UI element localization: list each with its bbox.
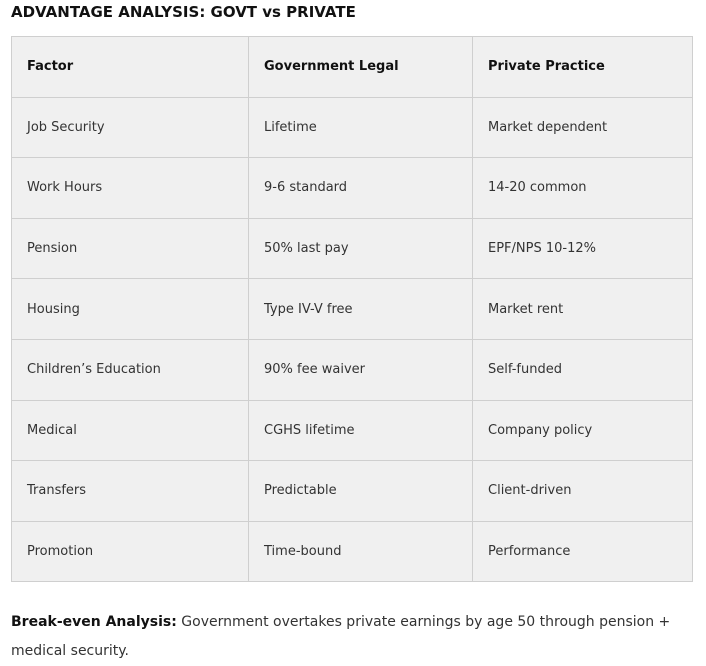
factor-cell: Job Security	[12, 97, 249, 158]
table-header-row	[12, 37, 693, 98]
factor-cell: Children’s Education	[12, 339, 249, 400]
private-cell: EPF/NPS 10-12%	[473, 218, 693, 279]
government-cell: Lifetime	[249, 97, 473, 158]
table-row	[12, 279, 693, 340]
factor-cell: Work Hours	[12, 158, 249, 219]
table-row	[12, 158, 693, 219]
column-header-private-practice: Private Practice	[473, 37, 693, 98]
factor-cell: Medical	[12, 400, 249, 461]
government-cell: 90% fee waiver	[249, 339, 473, 400]
column-header-factor: Factor	[12, 37, 249, 98]
government-cell: 9-6 standard	[249, 158, 473, 219]
private-cell: Performance	[473, 521, 693, 582]
table-row	[12, 218, 693, 279]
private-cell: Market dependent	[473, 97, 693, 158]
private-cell: Client-driven	[473, 461, 693, 522]
break-even-label: Break-even Analysis:	[11, 614, 177, 630]
factor-cell: Transfers	[12, 461, 249, 522]
table-row	[12, 339, 693, 400]
factor-cell: Housing	[12, 279, 249, 340]
table-row	[12, 400, 693, 461]
government-cell: Time-bound	[249, 521, 473, 582]
government-cell: Type IV-V free	[249, 279, 473, 340]
table-row	[12, 97, 693, 158]
break-even-paragraph	[11, 608, 676, 666]
private-cell: 14-20 common	[473, 158, 693, 219]
comparison-table	[11, 36, 693, 582]
factor-cell: Pension	[12, 218, 249, 279]
government-cell: CGHS lifetime	[249, 400, 473, 461]
column-header-government-legal: Government Legal	[249, 37, 473, 98]
page-title: ADVANTAGE ANALYSIS: GOVT vs PRIVATE	[11, 3, 356, 21]
private-cell: Market rent	[473, 279, 693, 340]
government-cell: Predictable	[249, 461, 473, 522]
government-cell: 50% last pay	[249, 218, 473, 279]
table-row	[12, 521, 693, 582]
break-even-text: Government overtakes private earnings by age 50 through pension + medical security.	[11, 614, 671, 659]
table-row	[12, 461, 693, 522]
private-cell: Company policy	[473, 400, 693, 461]
private-cell: Self-funded	[473, 339, 693, 400]
factor-cell: Promotion	[12, 521, 249, 582]
